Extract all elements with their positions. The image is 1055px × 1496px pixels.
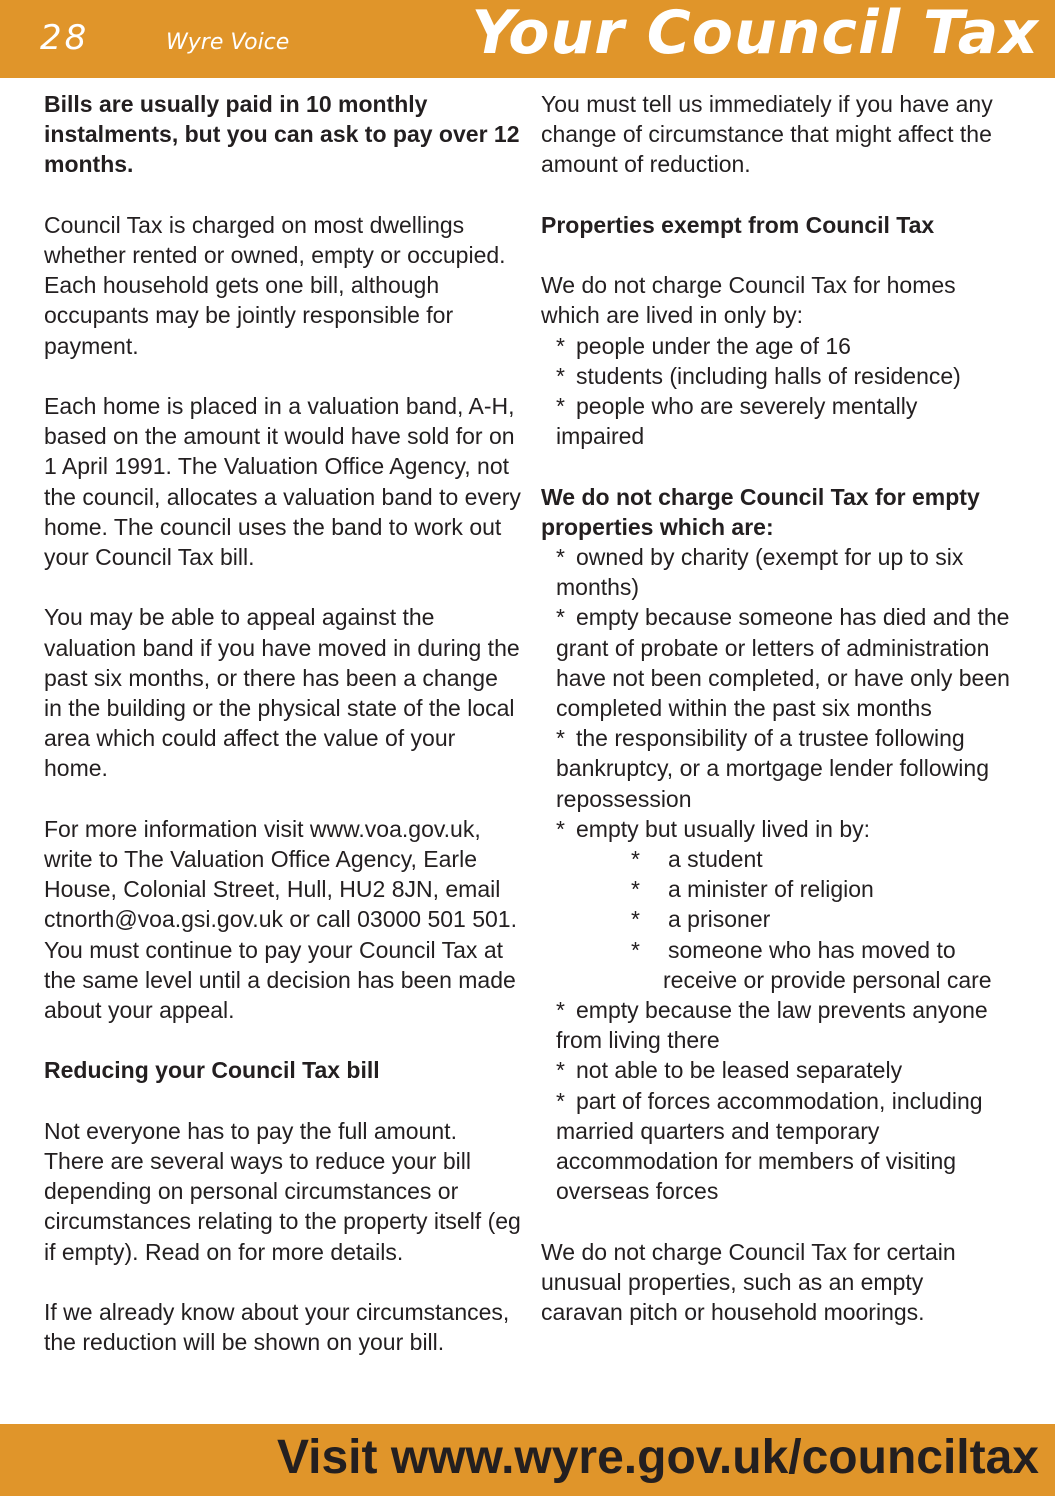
bullet-marker: * [631, 906, 640, 933]
header-bar [0, 0, 1055, 78]
sub-list-item: * someone who has moved to receive or provide personal care [631, 936, 992, 993]
page-number: 28 [40, 18, 90, 58]
bullet-marker: * [556, 332, 565, 359]
sub-list-item: * a minister of religion [541, 874, 1011, 904]
list-item: * people under the age of 16 [541, 331, 1011, 361]
right-column [541, 89, 1011, 1357]
list-item: * part of forces accommodation, including married quarters and temporary accommodation for members of visiting overseas forces [556, 1087, 983, 1205]
list-item: * students (including halls of residence) [541, 361, 1011, 391]
more-info-paragraph: For more information visit www.voa.gov.uk, write to The Valuation Office Agency, Earle House, Colonial Street, Hull, HU2 8JN, email ctnorth@voa.gsi.gov.uk or call 03000 501 501. You must continue to pay your Council Tax at the same level until a decision has been made about your appeal. [44, 815, 517, 1024]
bullet-marker: * [631, 876, 640, 903]
exempt-heading: Properties exempt from Council Tax [541, 211, 935, 238]
list-item: * empty because the law prevents anyone from living there [556, 997, 988, 1054]
bullet-marker: * [556, 1087, 565, 1114]
bullet-marker: * [631, 846, 640, 873]
bullet-marker: * [556, 997, 565, 1024]
empty-properties-heading: We do not charge Council Tax for empty properties which are: [541, 483, 980, 540]
bullet-marker: * [556, 393, 565, 419]
list-item: * empty but usually lived in by: [541, 814, 1011, 844]
footer-bar [0, 1424, 1055, 1496]
list-item: * owned by charity (exempt for up to six months) [556, 544, 964, 601]
valuation-band-paragraph: Each home is placed in a valuation band, A-H, based on the amount it would have sold for on 1 April 1991. The Valuation Office Agency, not the council, allocates a valuation band to every home. The council uses the band to work out your Council Tax bill. [44, 393, 521, 571]
sub-list-item: * a prisoner [541, 904, 1011, 934]
bullet-marker: * [556, 725, 565, 752]
bullet-marker: * [556, 604, 565, 631]
full-amount-paragraph: Not everyone has to pay the full amount. There are several ways to reduce your bill depending on personal circumstances or circumstances relating to the property itself (eg if empty). Read on for more details. [44, 1117, 521, 1265]
left-column [44, 89, 522, 1388]
unusual-properties-paragraph: We do not charge Council Tax for certain unusual properties, such as an empty caravan pitch or household moorings. [541, 1238, 956, 1326]
bullet-marker: * [631, 936, 640, 963]
sub-list-item: * a student [541, 844, 1011, 874]
list-item: * people who are severely mentally impaired [556, 393, 918, 450]
appeal-paragraph: You may be able to appeal against the valuation band if you have moved in during the past six months, or there has been a change in the building or the physical state of the local area which could affect the value of your home. [44, 604, 520, 782]
bullet-marker: * [556, 1057, 565, 1084]
dwellings-paragraph: Council Tax is charged on most dwellings whether rented or owned, empty or occupied. Each household gets one bill, although occupants may be jointly responsible for payment. [44, 211, 506, 359]
circumstances-paragraph: If we already know about your circumstances, the reduction will be shown on your bill. [44, 1299, 510, 1356]
bullet-marker: * [556, 544, 565, 570]
bullet-marker: * [556, 815, 565, 842]
list-item: * not able to be leased separately [541, 1055, 1011, 1085]
bullet-marker: * [556, 362, 565, 389]
list-item: * the responsibility of a trustee following bankruptcy, or a mortgage lender following repossession [556, 725, 989, 812]
occupants-list [541, 331, 1011, 452]
publication-name: Wyre Voice [166, 30, 290, 55]
empty-properties-list [541, 542, 1011, 1206]
lived-in-by-sublist [541, 844, 1011, 995]
list-item: * empty because someone has died and the grant of probate or letters of administration have not been completed, or have only been completed within the past six months [556, 604, 1010, 722]
footer-url-text: Visit www.wyre.gov.uk/counciltax [277, 1431, 1039, 1484]
page-title: Your Council Tax [471, 0, 1039, 68]
change-circumstance-paragraph: You must tell us immediately if you have any change of circumstance that might affect the amount of reduction. [541, 91, 993, 178]
homes-lived-in-paragraph: We do not charge Council Tax for homes which are lived in only by: [541, 272, 956, 329]
intro-paragraph: Bills are usually paid in 10 monthly instalments, but you can ask to pay over 12 months. [44, 91, 520, 178]
reducing-heading: Reducing your Council Tax bill [44, 1057, 380, 1084]
